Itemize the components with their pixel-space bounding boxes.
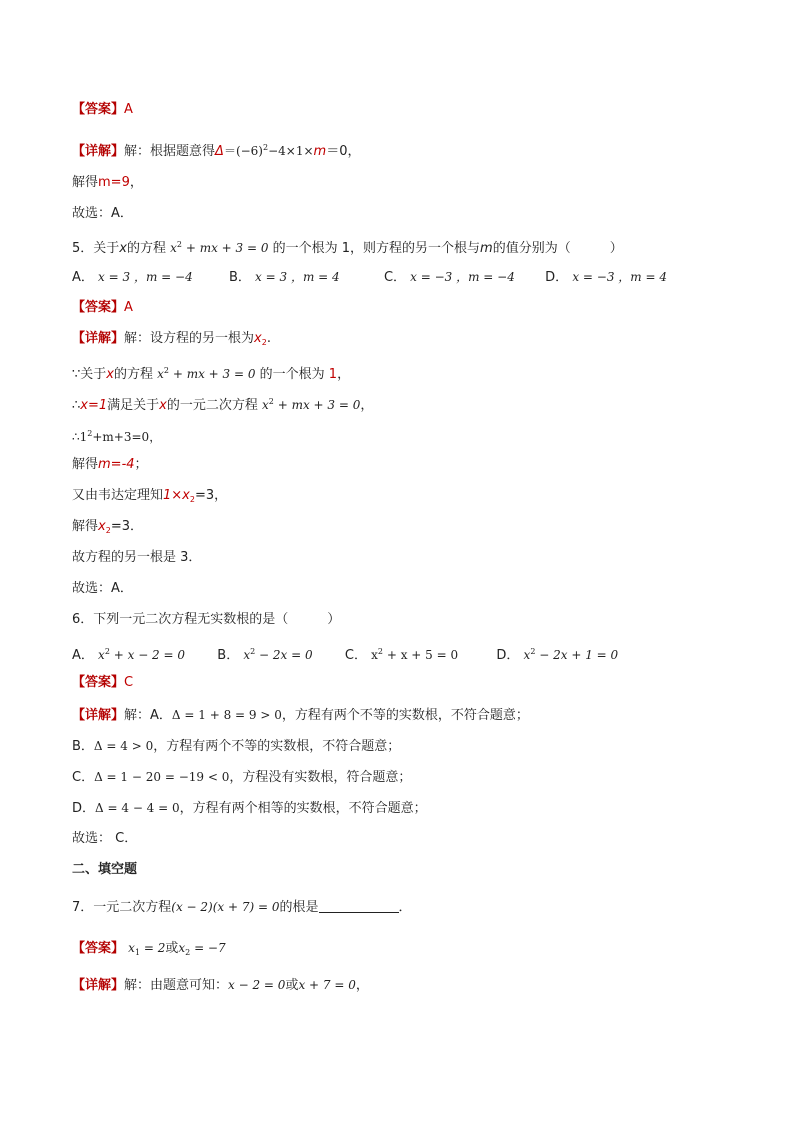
detail-tag: 【详解】	[72, 144, 125, 159]
variable-x: x	[254, 331, 262, 346]
variable-x: x	[119, 241, 127, 256]
q5-step-3	[72, 424, 161, 448]
option-math: + x − 2 = 0	[109, 648, 186, 662]
detail-text: 解：由题意可知：	[124, 978, 229, 993]
punct: ，	[129, 175, 143, 190]
option-math: x	[371, 648, 378, 662]
q6-stem: 6．下列一元二次方程无实数根的是（ ）	[72, 612, 341, 627]
detail-tag: 【详解】	[72, 331, 125, 346]
exponent: 2	[263, 143, 269, 152]
variable-x: x	[178, 941, 186, 955]
detail-line-1	[72, 138, 360, 162]
step-text: 满足关于	[107, 398, 160, 413]
option-label: B．	[228, 270, 251, 285]
value: m=-4	[98, 457, 135, 472]
math-expr: Δ = 4 > 0	[93, 739, 154, 753]
q6-detail-1	[72, 705, 529, 726]
punct: .	[266, 331, 271, 346]
step-text: 又由韦达定理知	[72, 488, 164, 503]
section-heading: 二、填空题	[72, 862, 138, 877]
option-label: D．	[496, 648, 520, 663]
q5-step-2	[72, 392, 373, 416]
math-expr: x + 7 = 0	[298, 978, 356, 992]
detail-text: B．	[72, 739, 94, 754]
math-expr: x	[262, 398, 269, 412]
q6-option-d[interactable]	[496, 648, 618, 663]
exponent: 2	[87, 429, 93, 438]
exponent: 2	[377, 647, 384, 656]
option-math: x = −3 ，m = 4	[572, 270, 667, 284]
detail-text: 解：设方程的另一根为	[124, 331, 255, 346]
option-math: − 2x = 0	[255, 648, 313, 662]
q6-option-b[interactable]	[217, 648, 312, 663]
math-expr: x	[170, 241, 177, 255]
subscript: 2	[189, 495, 195, 504]
answer-line-1	[72, 100, 133, 120]
q5-text: 的方程	[126, 241, 166, 256]
subscript: 2	[261, 338, 267, 347]
q5-text: 的值分别为（ ）	[492, 241, 623, 256]
answer-tag: 【答案】	[72, 300, 125, 315]
q5-option-a[interactable]	[72, 270, 193, 285]
option-math: x = 3 ，m = −4	[98, 270, 193, 284]
math-expr: =3．	[110, 519, 143, 534]
q6-options	[72, 642, 618, 666]
exponent: 2	[104, 647, 110, 656]
punct: ．	[398, 900, 412, 915]
step-text: 的方程	[113, 367, 153, 382]
q5-text: 5．关于	[72, 241, 120, 256]
detail-text: D．	[72, 801, 96, 816]
q5-step-1	[72, 361, 350, 385]
detail-text: ，方程有两个相等的实数根，不符合题意；	[179, 801, 427, 816]
solve-value: m=9	[98, 175, 130, 190]
answer-tag: 【答案】	[72, 675, 125, 690]
subscript: 2	[105, 526, 111, 535]
option-math: x	[243, 648, 251, 662]
connector: 或	[165, 941, 179, 956]
detail-tag: 【详解】	[72, 978, 125, 993]
math-expr: =3，	[194, 488, 228, 503]
math-expr: Δ = 1 + 8 = 9 > 0	[171, 708, 282, 722]
option-label: B．	[217, 648, 240, 663]
q5-option-c[interactable]	[384, 270, 515, 285]
math-expr: + mx + 3 = 0	[273, 398, 361, 412]
q7-text: 的根是	[279, 900, 319, 915]
punct: ，	[355, 978, 369, 993]
option-label: A．	[72, 648, 94, 663]
option-label: C．	[383, 270, 407, 285]
q6-detail-3	[72, 767, 411, 788]
answer-value: A	[124, 300, 133, 315]
value: x=1	[80, 398, 108, 413]
answer-tag: 【答案】	[72, 102, 125, 117]
math-expr: Δ = 1 − 20 = −19 < 0	[94, 770, 230, 784]
step-text: 的一个根为	[259, 367, 325, 382]
step-text: ∴	[72, 398, 81, 413]
q5-choose: 故选：A．	[72, 581, 133, 596]
answer-value: A	[124, 102, 133, 117]
detail-text: ，方程没有实数根，符合题意；	[229, 770, 412, 785]
q5-text: 的一个根为 1，则方程的另一个根与	[272, 241, 481, 256]
delta-symbol: Δ	[215, 144, 224, 159]
math-expr: (x − 2)(x + 7) = 0	[171, 900, 280, 914]
punct: ，	[360, 398, 374, 413]
solve-text: 解得	[72, 175, 99, 190]
math-expr: + mx + 3 = 0	[169, 367, 256, 381]
detail-text: 解：根据题意得	[124, 144, 216, 159]
variable-x: x	[106, 367, 114, 382]
q5-options	[72, 267, 667, 288]
math-expr: ＝0，	[326, 144, 361, 159]
q5-detail	[72, 329, 271, 353]
connector: 或	[285, 978, 299, 993]
q5-option-d[interactable]	[545, 270, 667, 285]
option-math: x = −3 ，m = −4	[410, 270, 515, 284]
q7-detail	[72, 975, 369, 996]
q6-detail-4	[72, 798, 427, 819]
math-expr: = −7	[190, 941, 226, 955]
math-expr: = 2	[140, 941, 166, 955]
punct: ，	[337, 367, 351, 382]
step-text: 解得	[72, 519, 99, 534]
detail-text: ，方程有两个不等的实数根，不符合题意；	[281, 708, 529, 723]
option-math: x = 3 ，m = 4	[255, 270, 340, 284]
exponent: 2	[176, 240, 183, 249]
variable-x: x	[159, 398, 167, 413]
math-expr: ＝(−6)	[223, 144, 263, 158]
q5-step-6	[72, 517, 143, 541]
q7-stem	[72, 897, 412, 918]
math-expr: −4×1×	[268, 144, 314, 158]
q6-detail-2	[72, 736, 400, 757]
math-expr: x	[157, 367, 164, 381]
option-label: D．	[545, 270, 569, 285]
option-math: x	[523, 648, 531, 662]
answer-tag: 【答案】	[72, 941, 125, 956]
choose-line-1: 故选：A．	[72, 206, 133, 221]
option-math: + x + 5 = 0	[383, 648, 459, 662]
variable-m: m	[313, 144, 327, 159]
subscript: 1	[134, 948, 141, 957]
q5-option-b[interactable]	[229, 270, 340, 285]
math-expr: Δ = 4 − 4 = 0	[95, 801, 180, 815]
exponent: 2	[268, 397, 274, 406]
detail-text: 解：A．	[124, 708, 172, 723]
subscript: 2	[185, 948, 191, 957]
q6-choose: 故选： C．	[72, 831, 138, 846]
math-expr: + mx + 3 = 0	[182, 241, 269, 255]
variable-x: x	[98, 519, 106, 534]
solve-line-1	[72, 173, 143, 193]
q5-step-7: 故方程的另一根是 3．	[72, 550, 202, 565]
math-expr: +m+3=0，	[92, 430, 162, 444]
q5-stem	[72, 235, 623, 259]
detail-tag: 【详解】	[72, 708, 125, 723]
value: 1	[328, 367, 338, 382]
math-expr: x − 2 = 0	[228, 978, 286, 992]
option-label: A．	[72, 270, 94, 285]
option-math: − 2x + 1 = 0	[535, 648, 619, 662]
punct: ；	[134, 457, 148, 472]
q6-option-c[interactable]	[345, 648, 458, 663]
exponent: 2	[530, 647, 536, 656]
q7-answer	[72, 938, 226, 963]
answer-value: C	[124, 675, 134, 690]
variable-x: x	[128, 941, 135, 955]
option-math: x	[98, 648, 105, 662]
answer-blank[interactable]	[319, 900, 399, 913]
q5-step-4	[72, 455, 148, 475]
option-label: C．	[344, 648, 367, 663]
exponent: 2	[163, 366, 170, 375]
q5-step-5	[72, 486, 227, 510]
step-text: 的一元二次方程	[166, 398, 258, 413]
math-expr: ∴1	[72, 430, 88, 444]
q6-answer	[72, 673, 133, 693]
q5-answer	[72, 298, 133, 318]
math-expr: 1×x	[163, 488, 190, 503]
variable-m: m	[480, 241, 493, 256]
step-text: 解得	[72, 457, 99, 472]
detail-text: ，方程有两个不等的实数根，不符合题意；	[153, 739, 401, 754]
detail-text: C．	[72, 770, 95, 785]
exponent: 2	[250, 647, 256, 656]
q6-option-a[interactable]	[72, 648, 185, 663]
q7-text: 7．一元二次方程	[72, 900, 172, 915]
step-text: ∵关于	[72, 367, 107, 382]
